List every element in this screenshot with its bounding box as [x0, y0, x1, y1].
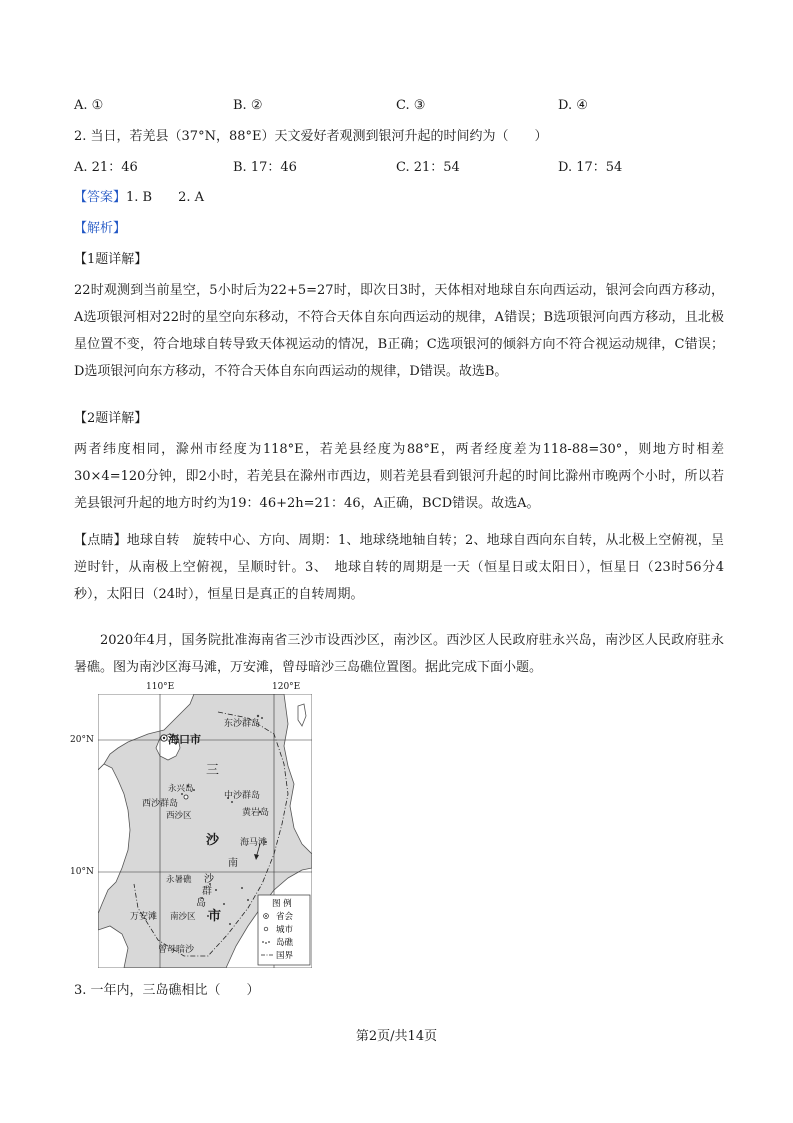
map-label-10n: 10°N: [70, 867, 94, 877]
label-yongshu: 永暑礁: [166, 875, 192, 885]
detail2-label: 【2题详解】: [74, 411, 148, 426]
q3-question: 3. 一年内，三岛礁相比（ ）: [74, 983, 260, 998]
label-haima: 海马滩: [240, 838, 268, 848]
label-dao: 岛: [196, 898, 206, 909]
tip-label: 【点睛】: [74, 533, 127, 548]
label-wanan: 万安滩: [130, 912, 158, 922]
map-label-110e: 110°E: [146, 682, 175, 692]
q2-option-c: C. 21：54: [396, 160, 460, 175]
answer-text: 1. B 2. A: [126, 190, 205, 205]
detail1-text: 22时观测到当前星空，5小时后为22+5=27时，即次日3时，天体相对地球自东向西运动，银河会向西方移动，A选项银河相对22时的星空向东移动，不符合天体自东向西运动的规律，A错误；B选项银河向西方移动，且北极星位置不变，符合地球自转导致天体视运动的情况，B正确；C选项银河的倾斜方向不符合视运动规律，C错误；D选项银河向东方移动，不符合天体自东向西运动的规律，D错误。故选B。: [74, 283, 724, 379]
label-nansha-district: 南沙区: [170, 912, 196, 922]
answer-line: [74, 189, 204, 207]
q1-option-d: D. ④: [558, 98, 588, 113]
label-zhongsha: 中沙群岛: [224, 791, 261, 801]
south-china-sea-map: [98, 694, 312, 968]
q1-option-c: C. ③: [396, 98, 426, 113]
tip-text: 地球自转 旋转中心、方向、周期：1、地球绕地轴自转；2、地球自西向东自转，从北极上空俯视，呈逆时针，从南极上空俯视，呈顺时针。3、 地球自转的周期是一天（恒星日或太阳日），恒星日（23时56分4秒），太阳日（24时），恒星日是真正的自转周期。: [74, 533, 724, 602]
intro-paragraph: 2020年4月，国务院批准海南省三沙市设西沙区，南沙区。西沙区人民政府驻永兴岛，南沙区人民政府驻永暑礁。图为南沙区海马滩，万安滩，曾母暗沙三岛礁位置图。据此完成下面小题。: [74, 633, 724, 675]
label-xisha-district: 西沙区: [166, 811, 192, 821]
q2-option-b: B. 17：46: [233, 160, 297, 175]
label-xisha-islands: 西沙群岛: [142, 799, 179, 809]
label-sha: 沙: [206, 833, 220, 848]
page-footer: 第2页/共14页: [355, 1029, 438, 1044]
label-qun: 群: [202, 886, 212, 897]
label-huangyan: 黄岩岛: [242, 808, 270, 818]
q2-option-d: D. 17：54: [558, 160, 623, 175]
label-shi: 市: [208, 909, 222, 924]
detail2-text: 两者纬度相同，滁州市经度为118°E，若羌县经度为88°E，两者经度差为118-88=30°，则地方时相差30×4=120分钟，即2小时，若羌县在滁州市西边，则若羌县看到银河升起的时间比滁州市晚两个小时，所以若羌县银河升起的地方时约为19：46+2h=21：46，A正确，BCD错误。故选A。: [74, 442, 724, 511]
tip-block: [74, 527, 724, 608]
label-dongsha: 东沙群岛: [224, 719, 261, 729]
yongxing-city-icon: [184, 795, 188, 799]
legend-boundary: 国界: [276, 951, 294, 961]
q2-option-a: A. 21：46: [74, 160, 138, 175]
q1-option-a: A. ①: [74, 98, 104, 113]
legend-city: 城市: [276, 925, 294, 935]
legend-capital: 省会: [276, 912, 294, 922]
q1-option-b: B. ②: [233, 98, 263, 113]
legend-title: 图 例: [272, 899, 292, 909]
label-nan: 南: [228, 858, 238, 869]
detail1-label: 【1题详解】: [74, 252, 148, 267]
label-san: 三: [206, 763, 220, 778]
label-yongxing: 永兴岛: [168, 784, 194, 794]
map-legend: [258, 895, 310, 965]
label-zengmu: 曾母暗沙: [158, 945, 195, 955]
label-sha2: 沙: [204, 874, 214, 885]
q2-question: 2. 当日，若羌县（37°N，88°E）天文爱好者观测到银河升起的时间约为（ ）: [74, 129, 548, 144]
map-label-120e: 120°E: [272, 682, 301, 692]
legend-reef: 岛礁: [276, 938, 294, 948]
legend-city-icon: [264, 927, 268, 931]
analysis-label: 【解析】: [74, 221, 127, 236]
answer-label: 【答案】: [74, 190, 127, 205]
label-haikou: 海口市: [168, 733, 201, 746]
map-label-20n: 20°N: [70, 735, 94, 745]
